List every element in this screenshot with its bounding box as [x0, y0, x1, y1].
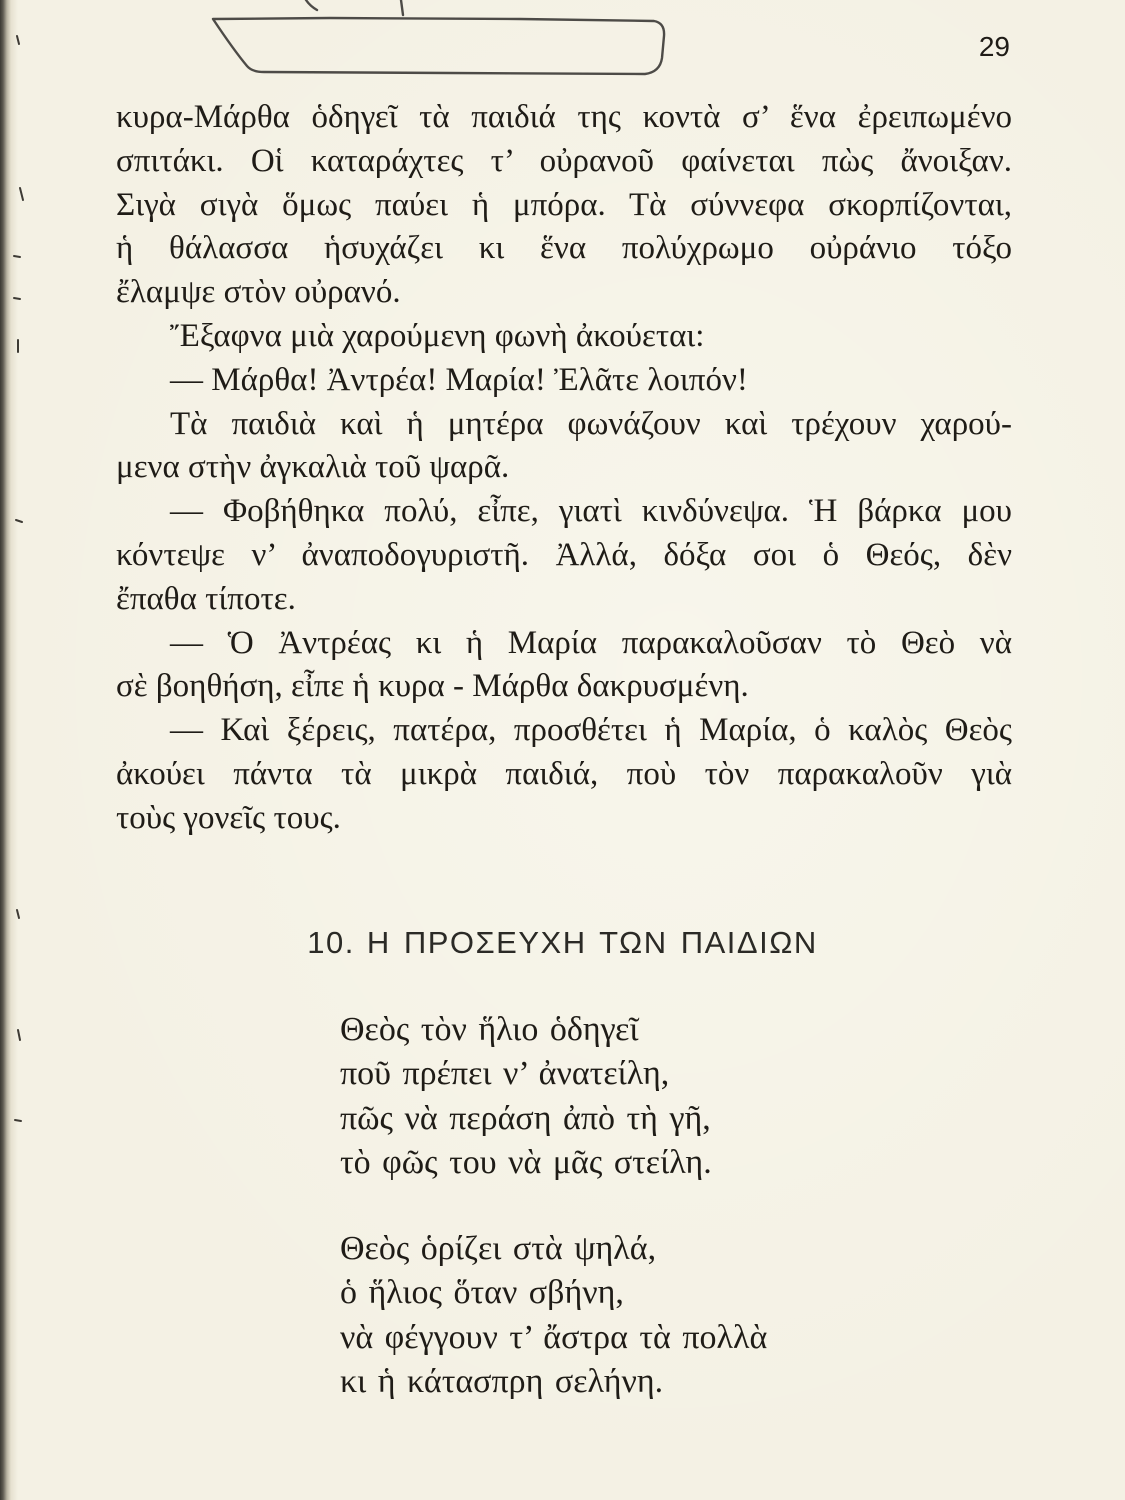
poem-line: πῶς νὰ περάση ἀπὸ τὴ γῆ,	[340, 1099, 711, 1137]
text-line: — Μάρθα! Ἀντρέα! Μαρία! Ἐλᾶτε λοιπόν!	[170, 361, 748, 398]
text-line: τοὺς γονεῖς τους.	[116, 799, 341, 836]
text-line: σπιτάκι. Οἱ καταράχτες τ’ οὐρανοῦ φαίνεται πὼς ἄνοιξαν.	[116, 142, 1012, 179]
paragraph	[116, 359, 1012, 403]
text-line: — Φοβήθηκα πολύ, εἶπε, γιατὶ κινδύνεψα. Ἡ βάρκα μου	[170, 493, 1012, 530]
paragraph	[116, 315, 1012, 359]
binding-mark	[17, 910, 19, 918]
binding-mark	[14, 298, 20, 299]
binding-marks	[0, 0, 30, 1500]
text-line: μενα στὴν ἀγκαλιὰ τοῦ ψαρᾶ.	[116, 449, 510, 486]
poem-line: ποῦ πρέπει ν’ ἀνατείλη,	[340, 1055, 670, 1093]
poem-stanza	[340, 1008, 1040, 1185]
binding-mark	[14, 256, 20, 257]
text-line: κόντεψε ν’ ἀναποδογυριστῆ. Ἀλλά, δόξα σοι ὁ Θεός, δὲν	[116, 536, 1012, 573]
pencil-stroke	[306, 0, 317, 10]
paragraph	[116, 709, 1012, 840]
binding-mark	[20, 188, 23, 200]
text-line: ἔλαμψε στὸν οὐρανό.	[116, 274, 401, 311]
poem-line: Θεὸς ὁρίζει στὰ ψηλά,	[340, 1230, 657, 1268]
paragraph	[116, 96, 1012, 315]
binding-mark	[18, 1030, 20, 1040]
paragraph	[116, 490, 1012, 621]
text-line: Ἔξαφνα μιὰ χαρούμενη φωνὴ ἀκούεται:	[170, 317, 705, 354]
page-number: 29	[978, 31, 1010, 62]
poem-line: Θεὸς τὸν ἥλιο ὁδηγεῖ	[340, 1011, 639, 1048]
pencil-outline	[213, 18, 664, 74]
text-line: ἡ θάλασσα ἡσυχάζει κι ἕνα πολύχρωμο οὐράνιο τόξο	[116, 230, 1012, 267]
text-line: κυρα-Μάρθα ὁδηγεῖ τὰ παιδιά της κοντὰ σ’ ἕνα ἐρειπωμένο	[116, 99, 1012, 135]
poem-stanza	[340, 1227, 1040, 1404]
pencil-stroke	[401, 0, 403, 15]
section-heading	[0, 921, 1125, 965]
text-line: — Καὶ ξέρεις, πατέρα, προσθέτει ἡ Μαρία, ὁ καλὸς Θεὸς	[170, 712, 1012, 749]
text-line: — Ὁ Ἀντρέας κι ἡ Μαρία παρακαλοῦσαν τὸ Θεὸ νὰ	[170, 624, 1012, 661]
poem-line: τὸ φῶς του νὰ μᾶς στείλη.	[340, 1143, 712, 1181]
pencil-mark	[0, 0, 1125, 90]
binding-mark	[15, 1120, 21, 1121]
paragraph	[116, 403, 1012, 491]
text-line: ἔπαθα τίποτε.	[116, 580, 296, 617]
text-line: σὲ βοηθήση, εἶπε ἡ κυρα - Μάρθα δακρυσμένη.	[116, 668, 749, 705]
section-title: Η ΠΡΟΣΕΥΧΗ ΤΩΝ ΠΑΙΔΙΩΝ	[366, 925, 818, 960]
poem-line: κι ἡ κάτασπρη σελήνη.	[340, 1363, 664, 1401]
text-line: Τὰ παιδιὰ καὶ ἡ μητέρα φωνάζουν καὶ τρέχουν χαρού-	[170, 405, 1012, 442]
section-number: 10.	[307, 925, 355, 960]
paragraph	[116, 622, 1012, 710]
text-line: ἀκούει πάντα τὰ μικρὰ παιδιά, ποὺ τὸν παρακαλοῦν γιὰ	[116, 755, 1012, 792]
text-line: Σιγὰ σιγὰ ὅμως παύει ἡ μπόρα. Τὰ σύννεφα σκορπίζονται,	[116, 186, 1012, 223]
poem-line: νὰ φέγγουν τ’ ἄστρα τὰ πολλὰ	[340, 1318, 768, 1356]
poem	[340, 1008, 1040, 1446]
poem-line: ὁ ἥλιος ὅταν σβήνη,	[340, 1274, 624, 1312]
prose-body	[116, 96, 1012, 841]
binding-mark	[16, 520, 22, 522]
